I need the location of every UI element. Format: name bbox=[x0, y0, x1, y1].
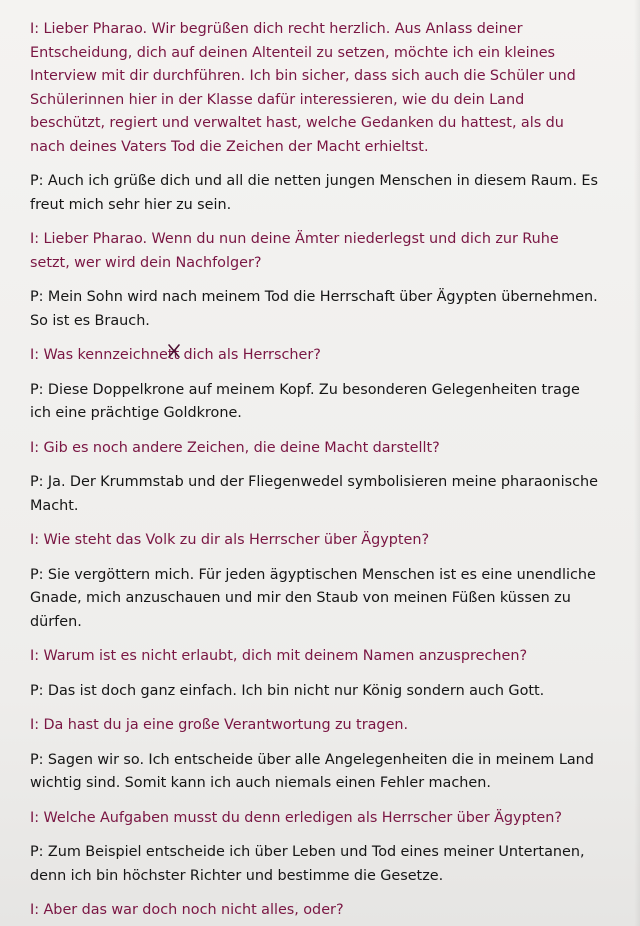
pharao-line: P: Mein Sohn wird nach meinem Tod die Herrschaft über Ägypten übernehmen. So ist es Brauch. bbox=[30, 289, 598, 329]
pharao-line: P: Sagen wir so. Ich entscheide über alle Angelegenheiten die in meinem Land wichtig sind. Somit kann ich auch niemals einen Fehler machen. bbox=[30, 751, 594, 791]
line-text-after: dich als Herrscher? bbox=[179, 347, 321, 363]
pharao-line: P: Das ist doch ganz einfach. Ich bin nicht nur König sondern auch Gott. bbox=[30, 682, 545, 699]
pharao-line: P: Ja. Der Krummstab und der Fliegenwedel symbolisieren meine pharaonische Macht. bbox=[30, 474, 598, 514]
interviewer-line: I: Aber das war doch noch nicht alles, oder? bbox=[30, 902, 344, 918]
paper-edge-shadow bbox=[634, 0, 640, 926]
interviewer-line: I: Lieber Pharao. Wir begrüßen dich recht herzlich. Aus Anlass deiner Entscheidung, dich auf deinen Altenteil zu setzen, möchte ich ein kleines Interview mit dir durchführen. Ich bin sicher, dass sich auch die Schüler und Schülerinnen hier in der Klasse dafür interessieren, wie du dein Land beschützt, regiert und verwaltet hast, welche Gedanken du hattest, als du nach deines Vaters Tod die Zeichen der Macht erhieltst. bbox=[30, 21, 576, 155]
pharao-line: P: Zum Beispiel entscheide ich über Leben und Tod eines meiner Untertanen, denn ich bin höchster Richter und bestimme die Gesetze. bbox=[30, 844, 585, 884]
interviewer-line: I: Warum ist es nicht erlaubt, dich mit deinem Namen anzusprechen? bbox=[30, 648, 528, 664]
interviewer-line: I: Wie steht das Volk zu dir als Herrscher über Ägypten? bbox=[30, 532, 430, 548]
interviewer-line: I: Welche Aufgaben musst du denn erledigen als Herrscher über Ägypten? bbox=[30, 809, 562, 826]
interviewer-line-corrected bbox=[30, 344, 600, 368]
line-text-before: I: Was kennzeichnet bbox=[30, 347, 174, 363]
interviewer-line: I: Da hast du ja eine große Verantwortung zu tragen. bbox=[30, 717, 409, 733]
pharao-line: P: Sie vergöttern mich. Für jeden ägyptischen Menschen ist es eine unendliche Gnade, mich anzuschauen und mir den Staub von meinen Füßen küssen zu dürfen. bbox=[30, 566, 596, 630]
interviewer-line: I: Gib es noch andere Zeichen, die deine Macht darstellt? bbox=[30, 439, 440, 456]
interviewer-line: I: Lieber Pharao. Wenn du nun deine Ämter niederlegst und dich zur Ruhe setzt, wer wird dein Nachfolger? bbox=[30, 231, 559, 271]
pharao-line: P: Diese Doppelkrone auf meinem Kopf. Zu besonderen Gelegenheiten trage ich eine prächtige Goldkrone. bbox=[30, 381, 580, 421]
struck-letter: t bbox=[173, 347, 180, 363]
pharao-line: P: Auch ich grüße dich und all die netten jungen Menschen in diesem Raum. Es freut mich sehr hier zu sein. bbox=[30, 173, 598, 213]
